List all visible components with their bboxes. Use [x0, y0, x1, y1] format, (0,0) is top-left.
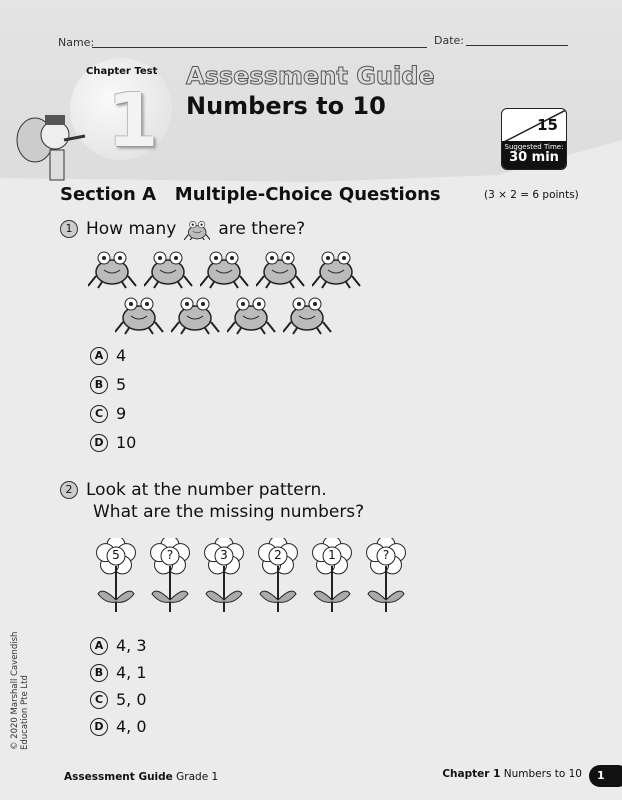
chapter-test-label: Chapter Test	[86, 66, 158, 77]
subtitle: Numbers to 10	[186, 92, 386, 120]
question-text: How many	[86, 219, 177, 239]
flower-number: 2	[274, 548, 282, 562]
flower-pattern	[92, 538, 410, 612]
option-letter: D	[90, 718, 108, 736]
question-1	[60, 218, 305, 240]
frog-icon	[171, 292, 221, 336]
section-points: (3 × 2 = 6 points)	[484, 189, 579, 201]
frog-icon	[115, 292, 165, 336]
flower	[200, 538, 248, 612]
question-2	[60, 480, 364, 522]
date-field[interactable]	[466, 45, 568, 46]
question-number: 2	[60, 481, 78, 499]
name-label: Name:	[58, 36, 95, 49]
suggested-time	[502, 141, 566, 169]
flower	[146, 538, 194, 612]
frog-icon	[283, 292, 333, 336]
suggested-time-label: Suggested Time:	[504, 143, 564, 151]
flower-number: ?	[166, 548, 174, 562]
option-letter: A	[90, 637, 108, 655]
question-text: Look at the number pattern.	[86, 480, 327, 500]
option-d[interactable]	[90, 433, 136, 452]
frog-icon	[200, 246, 250, 290]
option-a[interactable]	[90, 346, 136, 365]
option-c[interactable]	[90, 690, 147, 709]
frog-icon	[184, 218, 210, 240]
footer-grade: Grade 1	[176, 771, 219, 783]
footer-chapter: Chapter 1	[442, 768, 501, 780]
option-letter: C	[90, 691, 108, 709]
score-total: 15	[537, 116, 558, 134]
question-text: What are the missing numbers?	[93, 502, 365, 522]
frog-icon	[88, 246, 138, 290]
flower	[92, 538, 140, 612]
name-field[interactable]	[92, 47, 427, 48]
footer-left	[64, 771, 218, 783]
option-text: 4	[116, 346, 127, 365]
frog-icon	[256, 246, 306, 290]
section-title: Section A Multiple-Choice Questions	[60, 184, 441, 205]
frog-icon	[227, 292, 277, 336]
score-box	[501, 108, 567, 170]
frog-icon	[144, 246, 194, 290]
question-2-options	[90, 636, 147, 736]
option-d[interactable]	[90, 717, 147, 736]
question-1-options	[90, 346, 136, 452]
chapter-number: 1	[107, 78, 159, 164]
flower	[308, 538, 356, 612]
frog-icon	[312, 246, 362, 290]
flower-number: ?	[382, 548, 390, 562]
page-number: 1	[589, 765, 622, 787]
option-b[interactable]	[90, 375, 136, 394]
flower-number: 1	[328, 548, 336, 562]
title: Assessment Guide	[186, 62, 435, 90]
mascot-icon	[10, 100, 90, 190]
flower	[254, 538, 302, 612]
flower-number: 3	[220, 548, 228, 562]
option-b[interactable]	[90, 663, 147, 682]
question-text: are there?	[218, 219, 306, 239]
copyright: © 2020 Marshall Cavendish Education Pte Ltd	[10, 631, 30, 750]
option-text: 4, 3	[116, 636, 147, 655]
date-label: Date:	[434, 34, 464, 47]
option-text: 4, 1	[116, 663, 147, 682]
option-letter: B	[90, 664, 108, 682]
option-letter: C	[90, 405, 108, 423]
option-a[interactable]	[90, 636, 147, 655]
option-letter: D	[90, 434, 108, 452]
flower	[362, 538, 410, 612]
option-text: 9	[116, 404, 127, 423]
suggested-time-value: 30 min	[509, 150, 559, 165]
footer-right	[442, 768, 582, 780]
option-text: 5, 0	[116, 690, 147, 709]
option-c[interactable]	[90, 404, 136, 423]
option-letter: B	[90, 376, 108, 394]
option-letter: A	[90, 347, 108, 365]
footer-chapter-title: Numbers to 10	[503, 768, 582, 780]
option-text: 10	[116, 433, 137, 452]
flower-number: 5	[112, 548, 120, 562]
option-text: 5	[116, 375, 127, 394]
footer-book: Assessment Guide	[64, 771, 173, 783]
question-number: 1	[60, 220, 78, 238]
option-text: 4, 0	[116, 717, 147, 736]
